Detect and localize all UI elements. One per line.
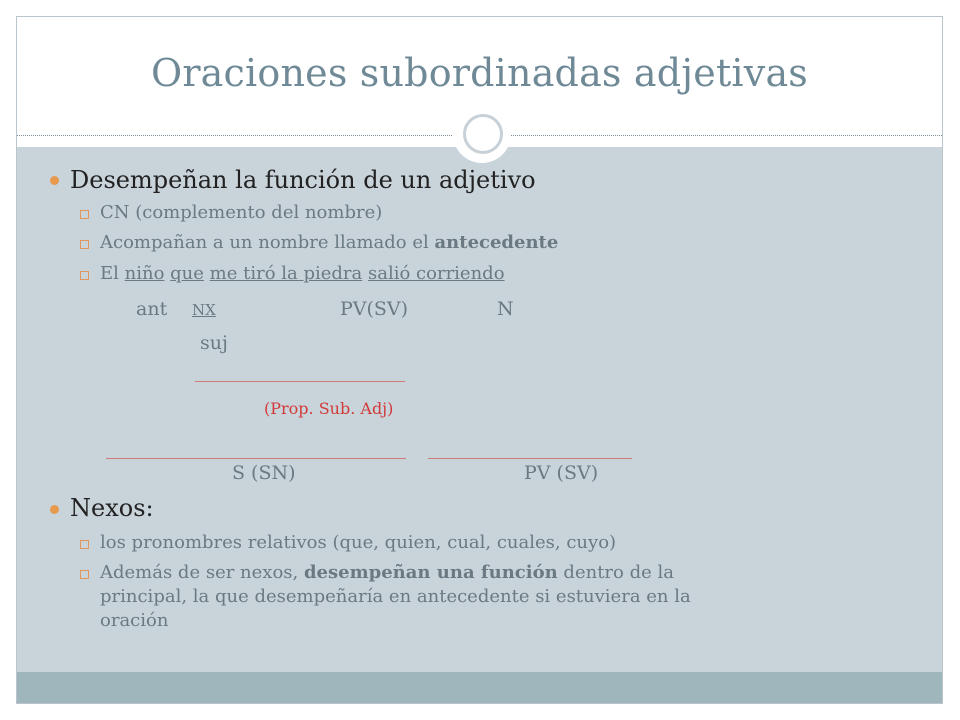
square-bullet-icon <box>80 540 89 549</box>
square-bullet-icon <box>80 210 89 219</box>
sub-bullet-2-text: Acompañan a un nombre llamado el <box>100 232 435 253</box>
sub-bullet-5-line-1 <box>100 562 674 583</box>
sub-bullet-4: los pronombres relativos (que, quien, cual, cuales, cuyo) <box>100 532 617 553</box>
sub-bullet-2 <box>100 232 558 253</box>
bracket-line <box>195 381 405 382</box>
bullet-text-1: Desempeñan la función de un adjetivo <box>70 166 536 194</box>
word-nino: niño <box>124 263 165 284</box>
square-bullet-icon <box>80 570 89 579</box>
slide-title: Oraciones subordinadas adjetivas <box>150 51 809 95</box>
label-suj: suj <box>200 332 228 354</box>
label-nx: NX <box>192 301 216 319</box>
word-clause: me tiró la piedra <box>209 263 363 284</box>
word-que: que <box>170 263 204 284</box>
bold-text: desempeñan una función <box>303 562 558 583</box>
circle-ornament-icon <box>463 114 503 154</box>
word-el: El <box>100 263 125 284</box>
label-s-sn: S (SN) <box>232 462 296 484</box>
sub-bullet-5-line-3: oración <box>100 610 169 631</box>
label-pv-sv: PV (SV) <box>524 462 599 484</box>
word-predicate: salió corriendo <box>368 263 505 284</box>
label-prop-sub-adj: (Prop. Sub. Adj) <box>264 399 394 418</box>
text: dentro de la <box>557 562 674 583</box>
footer-bar <box>17 672 942 703</box>
square-bullet-icon <box>80 271 89 280</box>
bullet-text-2: Nexos: <box>70 494 154 522</box>
sub-bullet-1: CN (complemento del nombre) <box>100 202 383 223</box>
text: Además de ser nexos, <box>100 562 304 583</box>
bracket-line <box>106 458 406 459</box>
sub-bullet-3 <box>100 263 505 284</box>
sub-bullet-2-bold: antecedente <box>434 232 559 253</box>
bracket-line <box>428 458 632 459</box>
label-ant: ant <box>136 298 168 320</box>
bullet-dot-icon <box>50 176 59 185</box>
label-pv: PV(SV) <box>340 298 409 320</box>
label-n: N <box>497 298 514 320</box>
bullet-dot-icon <box>50 505 59 514</box>
sub-bullet-5-line-2: principal, la que desempeñaría en antecedente si estuviera en la <box>100 586 691 607</box>
square-bullet-icon <box>80 240 89 249</box>
